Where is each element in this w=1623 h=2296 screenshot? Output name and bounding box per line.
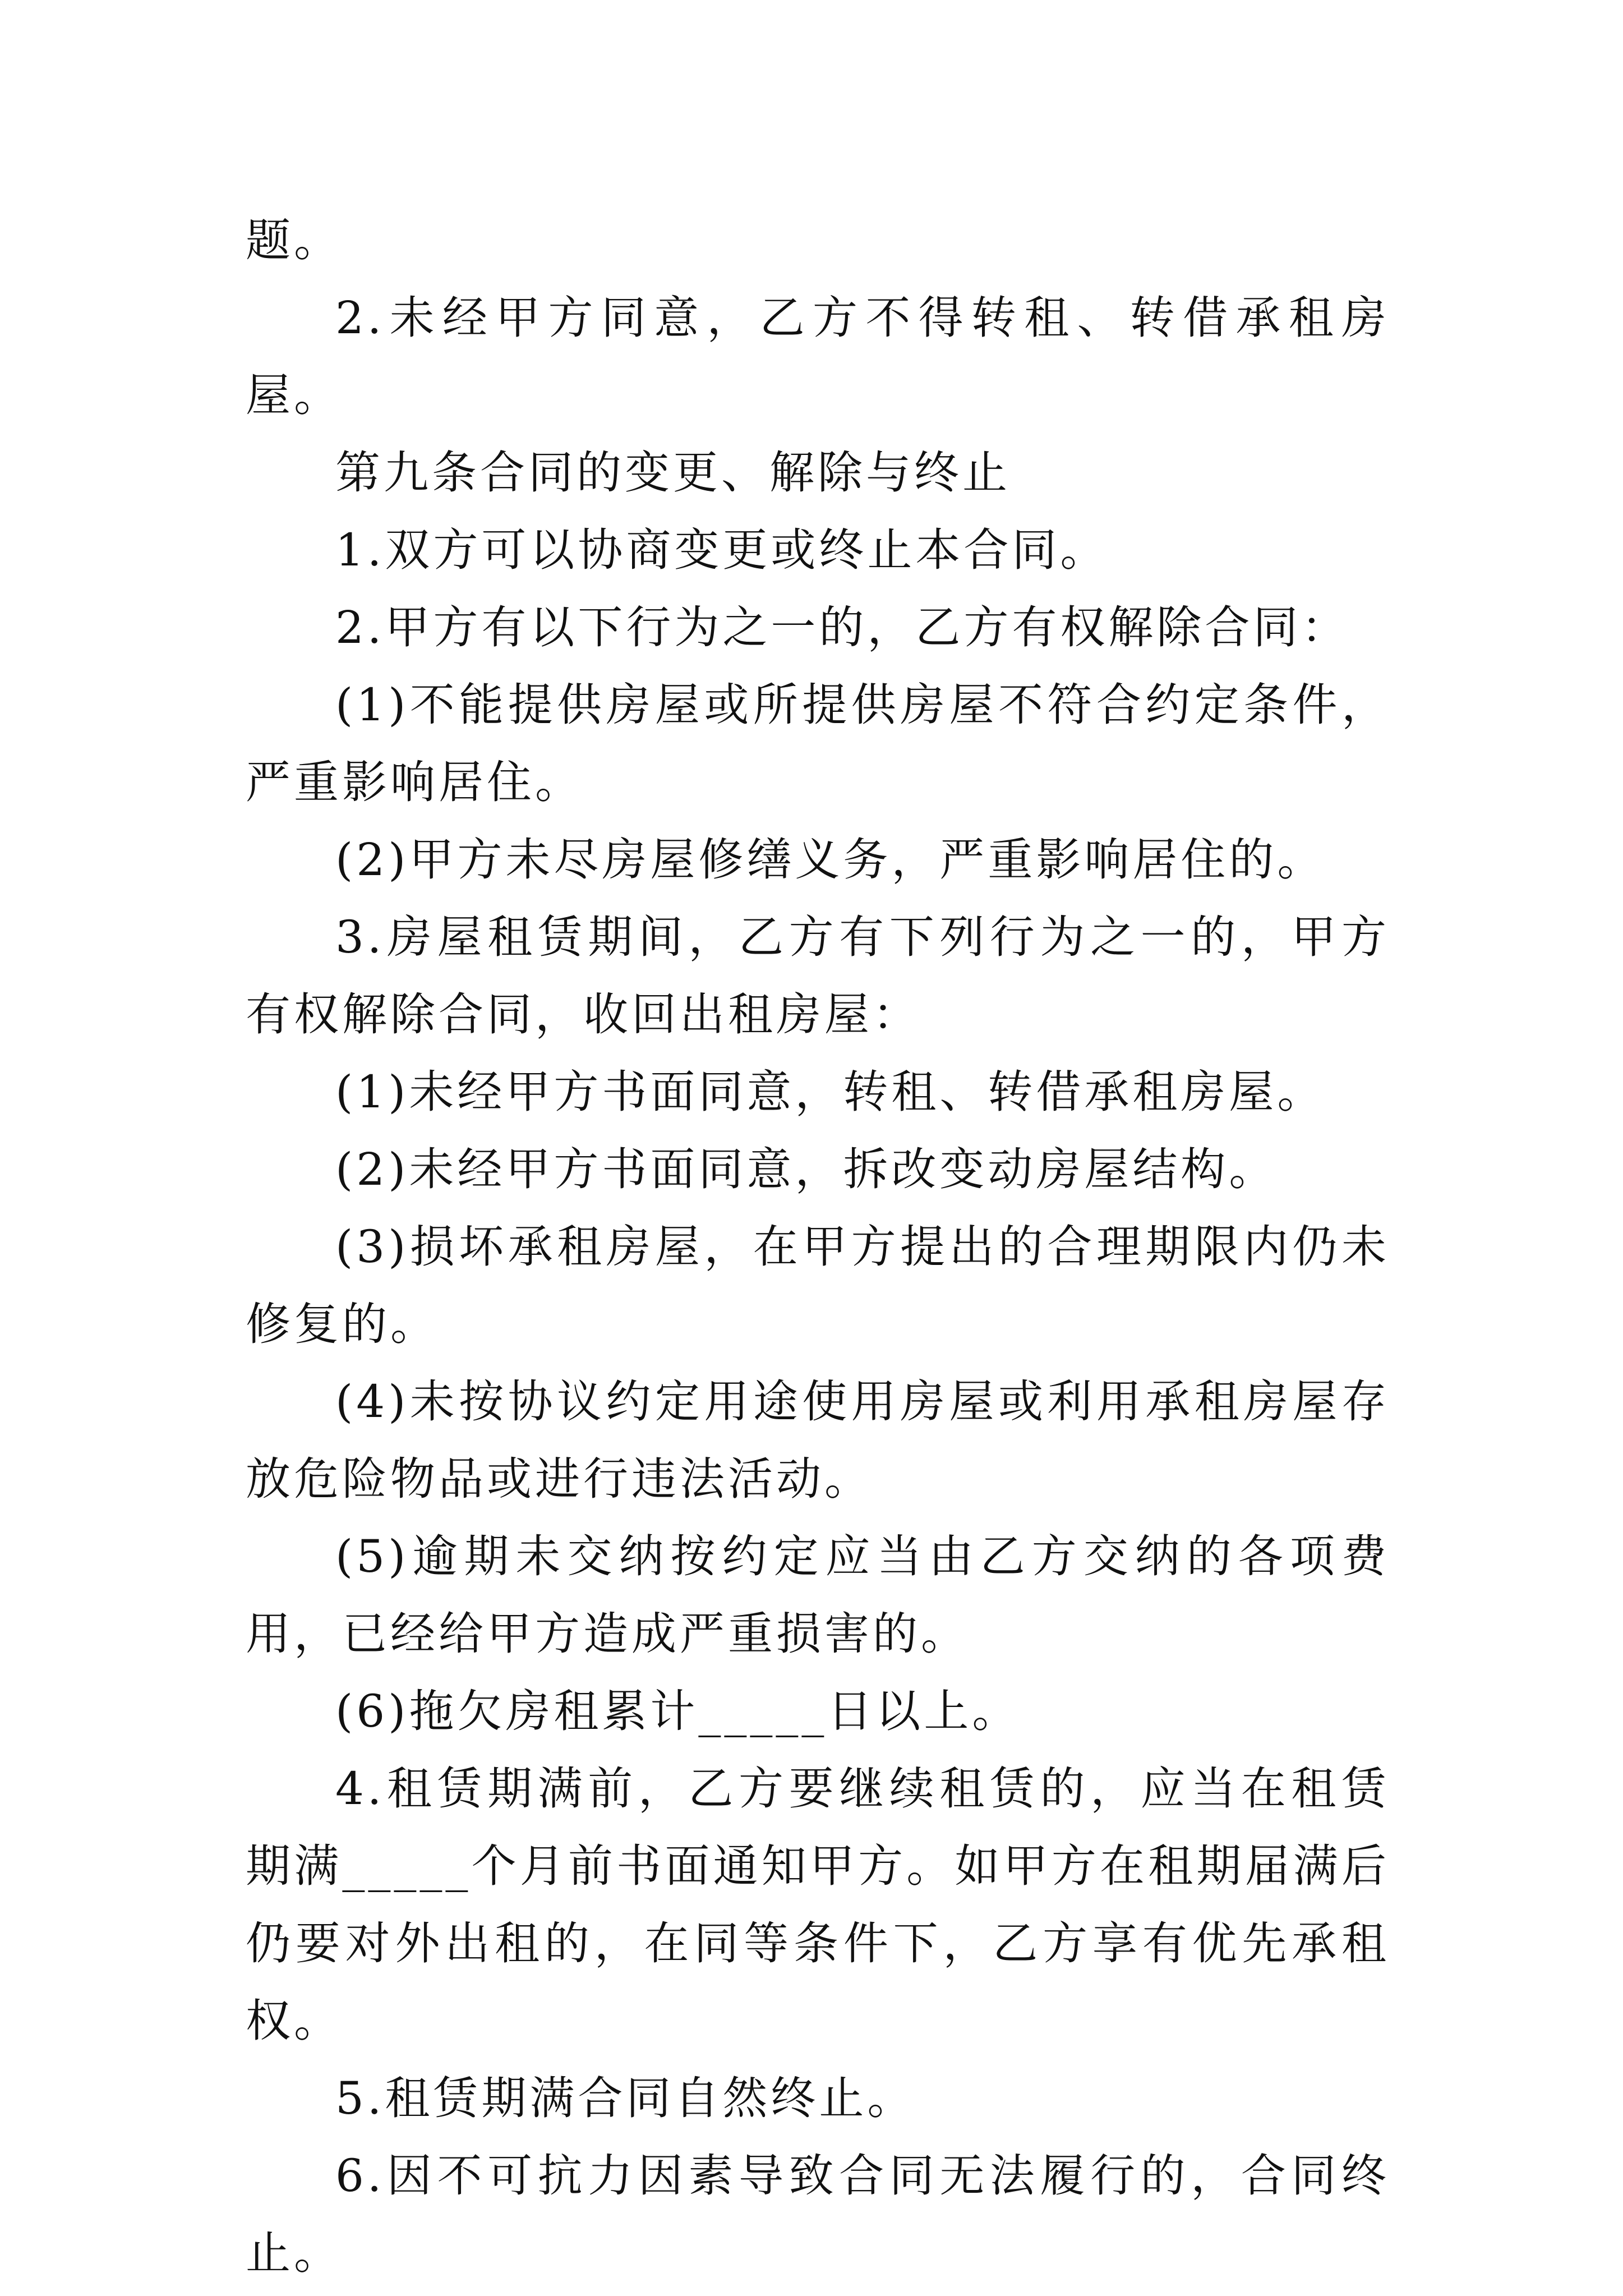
paragraph-clause-2-no-sublet: 2.未经甲方同意，乙方不得转租、转借承租房屋。: [246, 292, 1390, 421]
paragraph-clause-2-lessor-breach: 2.甲方有以下行为之一的，乙方有权解除合同：: [335, 601, 1350, 654]
paragraph-clause-5-expiry: 5.租赁期满合同自然终止。: [335, 2072, 916, 2124]
paragraph-item-1: (1)不能提供房屋或所提供房屋不符合约定条件，严重影响居住。: [246, 679, 1390, 808]
paragraph-item-6-rent-arrears: (6)拖欠房租累计_____日以上。: [335, 1685, 1021, 1737]
paragraph-item-5-fees: (5)逾期未交纳按约定应当由乙方交纳的各项费用，已经给甲方造成严重损害的。: [246, 1530, 1390, 1660]
paragraph-item-3-damage: (3)损坏承租房屋，在甲方提出的合理期限内仍未修复的。: [246, 1221, 1390, 1350]
paragraph-clause-1-mutual-change: 1.双方可以协商变更或终止本合同。: [335, 524, 1109, 576]
paragraph-clause-4-renewal: 4.租赁期满前，乙方要继续租赁的，应当在租赁期满_____个月前书面通知甲方。如甲方在租期届满后仍要对外出租的，在同等条件下，乙方享有优先承租权。: [246, 1763, 1390, 2047]
paragraph-item-1-sublet: (1)未经甲方书面同意，转租、转借承租房屋。: [335, 1066, 1326, 1118]
paragraph-item-2: (2)甲方未尽房屋修缮义务，严重影响居住的。: [335, 834, 1326, 886]
paragraph-item-4-misuse: (4)未按协议约定用途使用房屋或利用承租房屋存放危险物品或进行违法活动。: [246, 1375, 1390, 1505]
section-heading-article-9: 第九条合同的变更、解除与终止: [335, 447, 1011, 499]
paragraph-clause-3-lessee-breach: 3.房屋租赁期间，乙方有下列行为之一的，甲方有权解除合同，收回出租房屋：: [246, 911, 1390, 1041]
paragraph-clause-6-force-majeure: 6.因不可抗力因素导致合同无法履行的，合同终止。: [246, 2150, 1390, 2279]
document-body: [246, 202, 1390, 2292]
paragraph-continuation: 题。: [246, 214, 342, 266]
paragraph-item-2-structure: (2)未经甲方书面同意，拆改变动房屋结构。: [335, 1143, 1278, 1195]
